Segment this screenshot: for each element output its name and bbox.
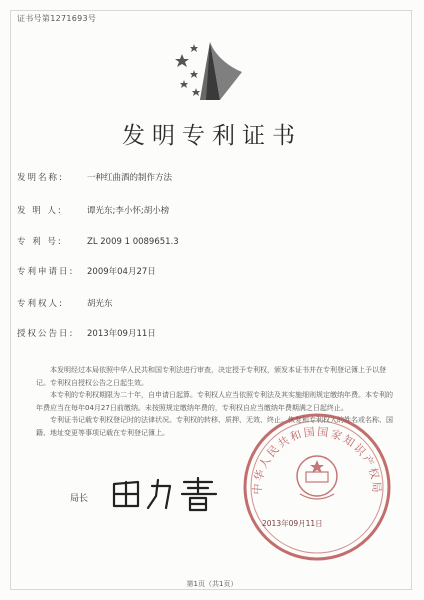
certificate-number-label: 证书号第 — [17, 14, 51, 23]
field-value: 谭光东;李小怀;胡小榜 — [87, 206, 170, 216]
field-label: 授权公告日: — [17, 329, 75, 339]
patent-office-emblem-icon — [170, 38, 246, 110]
field-label: 发明名称: — [17, 173, 64, 183]
seal-text: 中华人民共和国国家知识产权局 — [250, 425, 384, 495]
national-emblem-icon — [297, 456, 337, 499]
field-value: 胡光东 — [87, 299, 113, 309]
field-application-date — [17, 265, 156, 277]
field-inventors — [17, 204, 169, 216]
field-value: 2009年04月27日 — [87, 267, 156, 277]
field-label: 专 利 号: — [17, 237, 63, 247]
certificate-number-line — [17, 13, 96, 24]
svg-text:中华人民共和国国家知识产权局 — [250, 425, 384, 495]
page-indicator: 第1页（共1页） — [186, 580, 238, 588]
director-signature — [108, 474, 228, 514]
body-paragraph: 专利证书记载专利权登记时的法律状况。专利权的转移、质押、无效、终止、恢复和专利权人的姓名或名称、国籍、地址变更等事项记载在专利登记簿上。 — [36, 416, 393, 437]
certificate-title: 发明专利证书 — [122, 123, 302, 149]
field-value: 一种红曲酒的制作方法 — [87, 173, 173, 183]
field-label: 专利权人: — [17, 299, 64, 309]
official-seal — [240, 410, 394, 564]
field-invention-name — [17, 171, 172, 183]
field-value: 2013年09月11日 — [87, 329, 156, 339]
field-patent-number — [17, 235, 179, 247]
seal-date: 2013年09月11日 — [262, 519, 323, 528]
field-patentee — [17, 297, 113, 309]
field-label: 专利申请日: — [17, 267, 75, 277]
certificate-number: 1271693号 — [50, 14, 97, 23]
body-paragraph: 本专利的专利权期限为二十年，自申请日起算。专利权人应当依照专利法及其实施细则规定缴纳年费。本专利的年费应当在每年04月27日前缴纳。未按照规定缴纳年费的，专利权自应当缴纳年费期满之日起终止。 — [36, 391, 393, 412]
body-paragraph: 本发明经过本局依照中华人民共和国专利法进行审查，决定授予专利权，颁发本证书并在专利登记簿上予以登记。专利权自授权公告之日起生效。 — [36, 366, 386, 387]
signatory-title: 局长 — [70, 494, 89, 504]
field-label: 发 明 人: — [17, 206, 63, 216]
field-value: ZL 2009 1 0089651.3 — [87, 237, 179, 247]
field-grant-date — [17, 327, 156, 339]
